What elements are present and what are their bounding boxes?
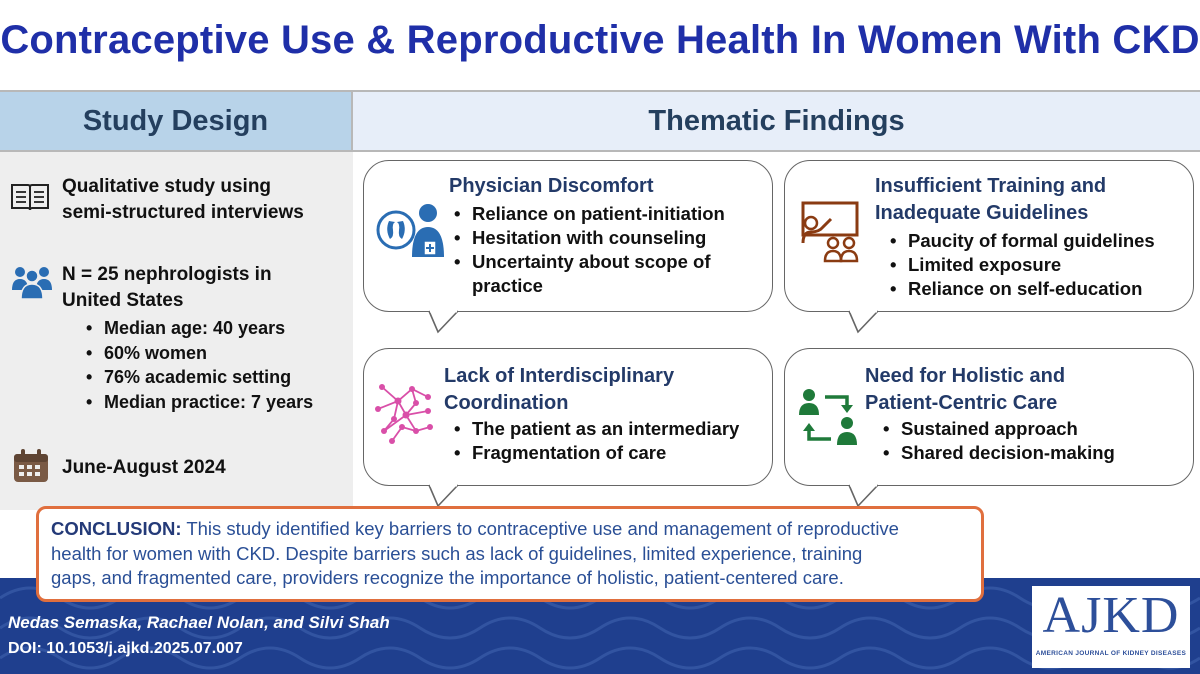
list-item: • 76% academic setting xyxy=(84,365,313,390)
list-item: • Shared decision-making xyxy=(881,441,1115,465)
finding-title-line-1: Lack of Interdisciplinary xyxy=(444,365,675,387)
conclusion-text-2: health for women with CKD. Despite barriers such as lack of guidelines, limited experience, training xyxy=(51,542,863,564)
study-dates: June-August 2024 xyxy=(62,457,226,478)
list-item: • Fragmentation of care xyxy=(452,441,739,465)
exchange-people-icon xyxy=(797,387,859,449)
list-item: • 60% women xyxy=(84,341,313,366)
finding-holistic-care xyxy=(784,348,1194,486)
finding-title-line-1: Need for Holistic and xyxy=(865,365,1066,387)
finding-physician-discomfort xyxy=(363,160,773,312)
list-item: • Limited exposure xyxy=(888,253,1155,277)
speech-tail xyxy=(848,484,882,508)
sample-line-1: N = 25 nephrologists in xyxy=(62,264,272,285)
finding-title: Physician Discomfort xyxy=(449,175,654,197)
book-icon xyxy=(10,182,50,212)
finding-lack-of-coordination xyxy=(363,348,773,486)
teaching-board-icon xyxy=(797,199,861,263)
method-line-1: Qualitative study using xyxy=(62,176,272,197)
speech-tail xyxy=(428,484,462,508)
sample-line-2: United States xyxy=(62,290,184,311)
speech-tail xyxy=(428,310,462,334)
authors: Nedas Semaska, Rachael Nolan, and Silvi Shah xyxy=(8,613,390,632)
finding-title-line-2: Coordination xyxy=(444,392,569,414)
list-item: • Uncertainty about scope of xyxy=(452,250,725,274)
page-title: Contraceptive Use & Reproductive Health In Women With CKD xyxy=(0,18,1200,62)
speech-tail xyxy=(848,310,882,334)
finding-title-line-2: Inadequate Guidelines xyxy=(875,202,1089,224)
finding-title-line-1: Insufficient Training and xyxy=(875,175,1107,197)
finding-title-line-2: Patient-Centric Care xyxy=(865,392,1058,414)
list-item: • The patient as an intermediary xyxy=(452,417,739,441)
conclusion-label: CONCLUSION: xyxy=(51,518,182,539)
study-design-header: Study Design xyxy=(0,92,353,150)
list-item: • Reliance on self-education xyxy=(888,277,1155,301)
calendar-icon xyxy=(12,448,50,484)
ajkd-logo xyxy=(1032,586,1190,668)
thematic-findings-header: Thematic Findings xyxy=(353,92,1200,150)
list-item: practice xyxy=(472,275,543,296)
list-item: • Reliance on patient-initiation xyxy=(452,202,725,226)
finding-insufficient-training xyxy=(784,160,1194,312)
kidney-doctor-icon xyxy=(376,199,446,261)
doi-link[interactable]: DOI: 10.1053/j.ajkd.2025.07.007 xyxy=(8,640,243,657)
section-header-row xyxy=(0,90,1200,152)
list-item: • Paucity of formal guidelines xyxy=(888,229,1155,253)
network-icon xyxy=(372,379,438,445)
list-item: • Hesitation with counseling xyxy=(452,226,725,250)
logo-main-text: AJKD xyxy=(1042,587,1180,644)
method-line-2: semi-structured interviews xyxy=(62,202,304,223)
conclusion-text-1: This study identified key barriers to contraceptive use and management of reproductive xyxy=(181,518,899,539)
list-item: • Median age: 40 years xyxy=(84,316,313,341)
demographics-list xyxy=(84,316,313,414)
conclusion-text-3: gaps, and fragmented care, providers recognize the importance of holistic, patient-centered care. xyxy=(51,567,844,588)
conclusion-box xyxy=(36,506,984,602)
logo-subtitle: AMERICAN JOURNAL OF KIDNEY DISEASES xyxy=(1035,650,1187,657)
list-item: • Sustained approach xyxy=(881,417,1115,441)
list-item: • Median practice: 7 years xyxy=(84,390,313,415)
people-group-icon xyxy=(10,264,54,300)
study-design-panel xyxy=(0,152,353,510)
